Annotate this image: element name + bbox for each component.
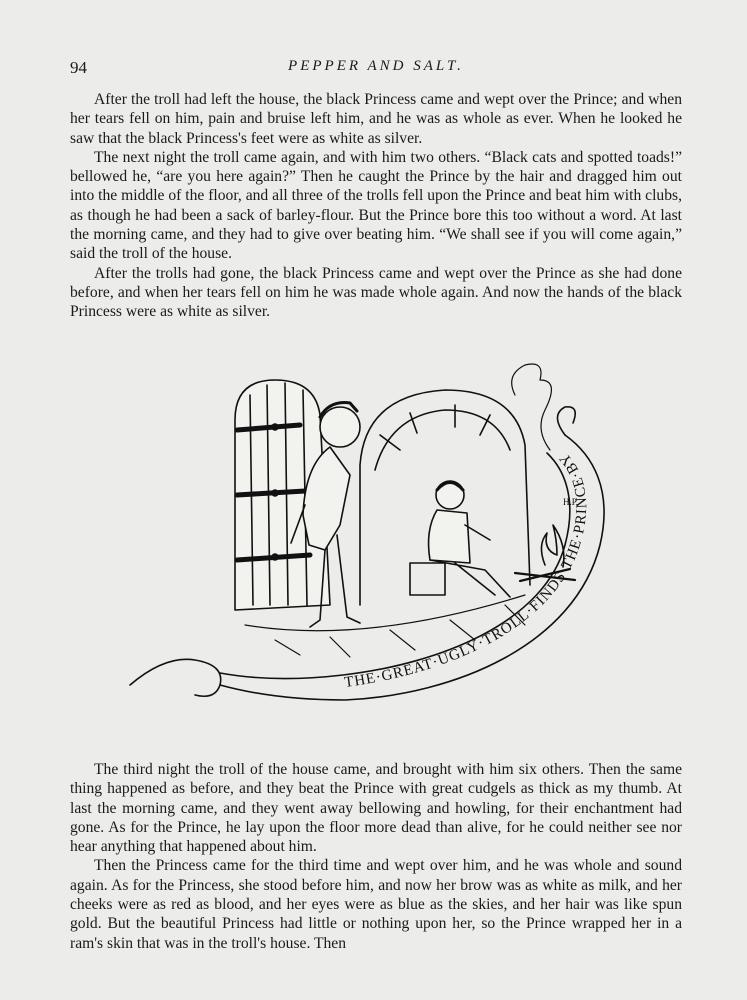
artist-monogram: H.P. [563, 497, 579, 507]
body-text-top [70, 90, 682, 322]
paragraph: The third night the troll of the house came, and brought with him six others. Then the same thing happened as before, and they beat the Prince with great cudgels as thick as my thumb. At last the morning came, and they went away bellowing and howling, for their enchantment had gone. As for the Prince, he lay upon the floor more dead than alive, for he could neither see nor hear anything that happened about him. [70, 761, 682, 856]
running-title: PEPPER AND SALT. [288, 58, 464, 74]
page-number: 94 [70, 58, 87, 77]
paragraph: Then the Princess came for the third time and wept over him, and he was whole and sound again. As for the Princess, she stood before him, and now her brow was as white as milk, and her cheeks were as red as blood, and her eyes were as blue as the skies, and her hair was like spun gold. But the beautiful Princess had little or nothing upon her, so the Prince wrapped her in a ram's skin that was in the troll's house. Then [70, 857, 682, 952]
illustration [125, 355, 625, 720]
paragraph: After the trolls had gone, the black Princess came and wept over the Prince as she had done before, and when her tears fell on him he was made whole again. And now the hands of the black Princess were as white as silver. [70, 264, 682, 321]
illustration-drawing [125, 355, 625, 720]
page-header [70, 58, 682, 82]
illustration-caption: THE·GREAT·UGLY·TROLL·FINDS·THE·PRINCE·BY [343, 449, 591, 691]
paragraph: The next night the troll came again, and with him two others. “Black cats and spotted toads!” bellowed he, “are you here again?” Then he caught the Prince by the hair and dragged him out into the middle of the floor, and all three of the trolls fell upon the Prince and beat him with clubs, as though he had been a sack of barley-flour. But the Prince bore this too without a word. At last the morning came, and they had to give over beating him. “We shall see if you will come again,” said the troll of the house. [70, 148, 682, 263]
paragraph: After the troll had left the house, the black Princess came and wept over the Prince; and when her tears fell on him, pain and bruise left him, and he was as whole as ever. When he looked he saw that the black Princess's feet were as white as silver. [70, 91, 682, 147]
body-text-bottom [70, 760, 682, 953]
